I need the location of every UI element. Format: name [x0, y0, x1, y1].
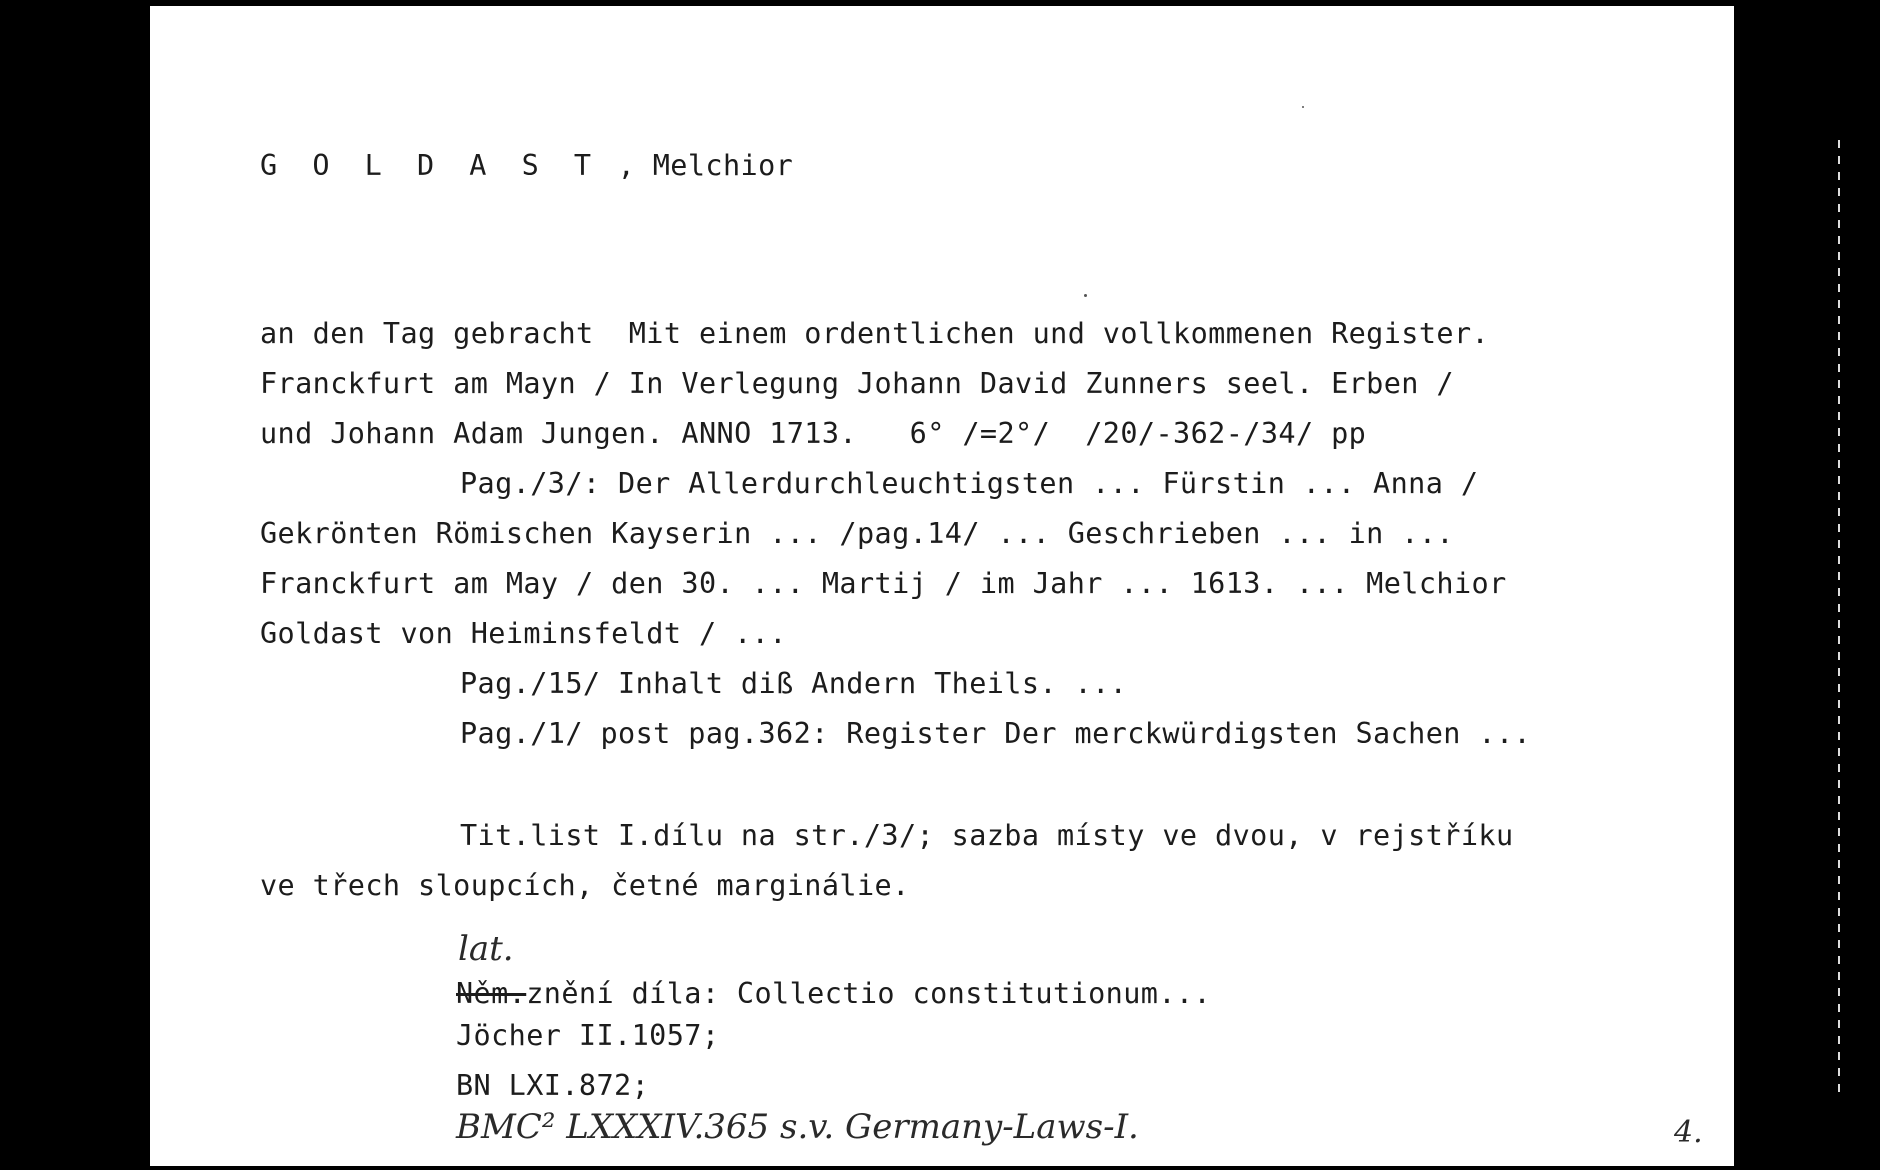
- version-note-line: [456, 977, 1212, 1010]
- note-line: Pag./1/ post pag.362: Register Der merckwürdigsten Sachen ...: [460, 717, 1532, 750]
- imprint-line: und Johann Adam Jungen. ANNO 1713. 6° /=2°/ /20/-362-/34/ pp: [260, 417, 1367, 450]
- author-first-name: Melchior: [652, 149, 794, 182]
- reference-line: BN LXI.872;: [456, 1069, 650, 1102]
- reference-line: Jöcher II.1057;: [456, 1019, 720, 1052]
- handwritten-reference: BMC² LXXXIV.365 s.v. Germany-Laws-I.: [456, 1107, 1139, 1147]
- note-line: Pag./3/: Der Allerdurchleuchtigsten ... Fürstin ... Anna /: [460, 467, 1479, 500]
- handwritten-card-number: 4.: [1674, 1115, 1703, 1150]
- author-surname: G O L D A S T: [260, 149, 601, 182]
- imprint-line: an den Tag gebracht Mit einem ordentlichen und vollkommenen Register.: [260, 317, 1490, 350]
- catalog-card: [150, 6, 1734, 1166]
- paper-speck: [1084, 294, 1087, 297]
- version-note-text: znění díla: Collectio constitutionum...: [526, 977, 1212, 1010]
- paper-speck: [1302, 106, 1304, 108]
- note-line: Goldast von Heiminsfeldt / ...: [260, 617, 787, 650]
- imprint-line: Franckfurt am Mayn / In Verlegung Johann David Zunners seel. Erben /: [260, 367, 1454, 400]
- struck-word: Něm.: [456, 977, 527, 1010]
- note-line: Franckfurt am May / den 30. ... Martij / im Jahr ... 1613. ... Melchior: [260, 567, 1507, 600]
- note-line: Gekrönten Römischen Kayserin ... /pag.14/ ... Geschrieben ... in ...: [260, 517, 1454, 550]
- scan-edge-marks: [1838, 140, 1840, 1100]
- heading-separator: ,: [617, 149, 636, 182]
- description-line: ve třech sloupcích, četné marginálie.: [260, 869, 910, 902]
- handwritten-lat-annotation: lat.: [458, 929, 514, 969]
- description-line: Tit.list I.dílu na str./3/; sazba místy ve dvou, v rejstříku: [460, 819, 1514, 852]
- author-heading: [260, 149, 794, 182]
- note-line: Pag./15/ Inhalt diß Andern Theils. ...: [460, 667, 1128, 700]
